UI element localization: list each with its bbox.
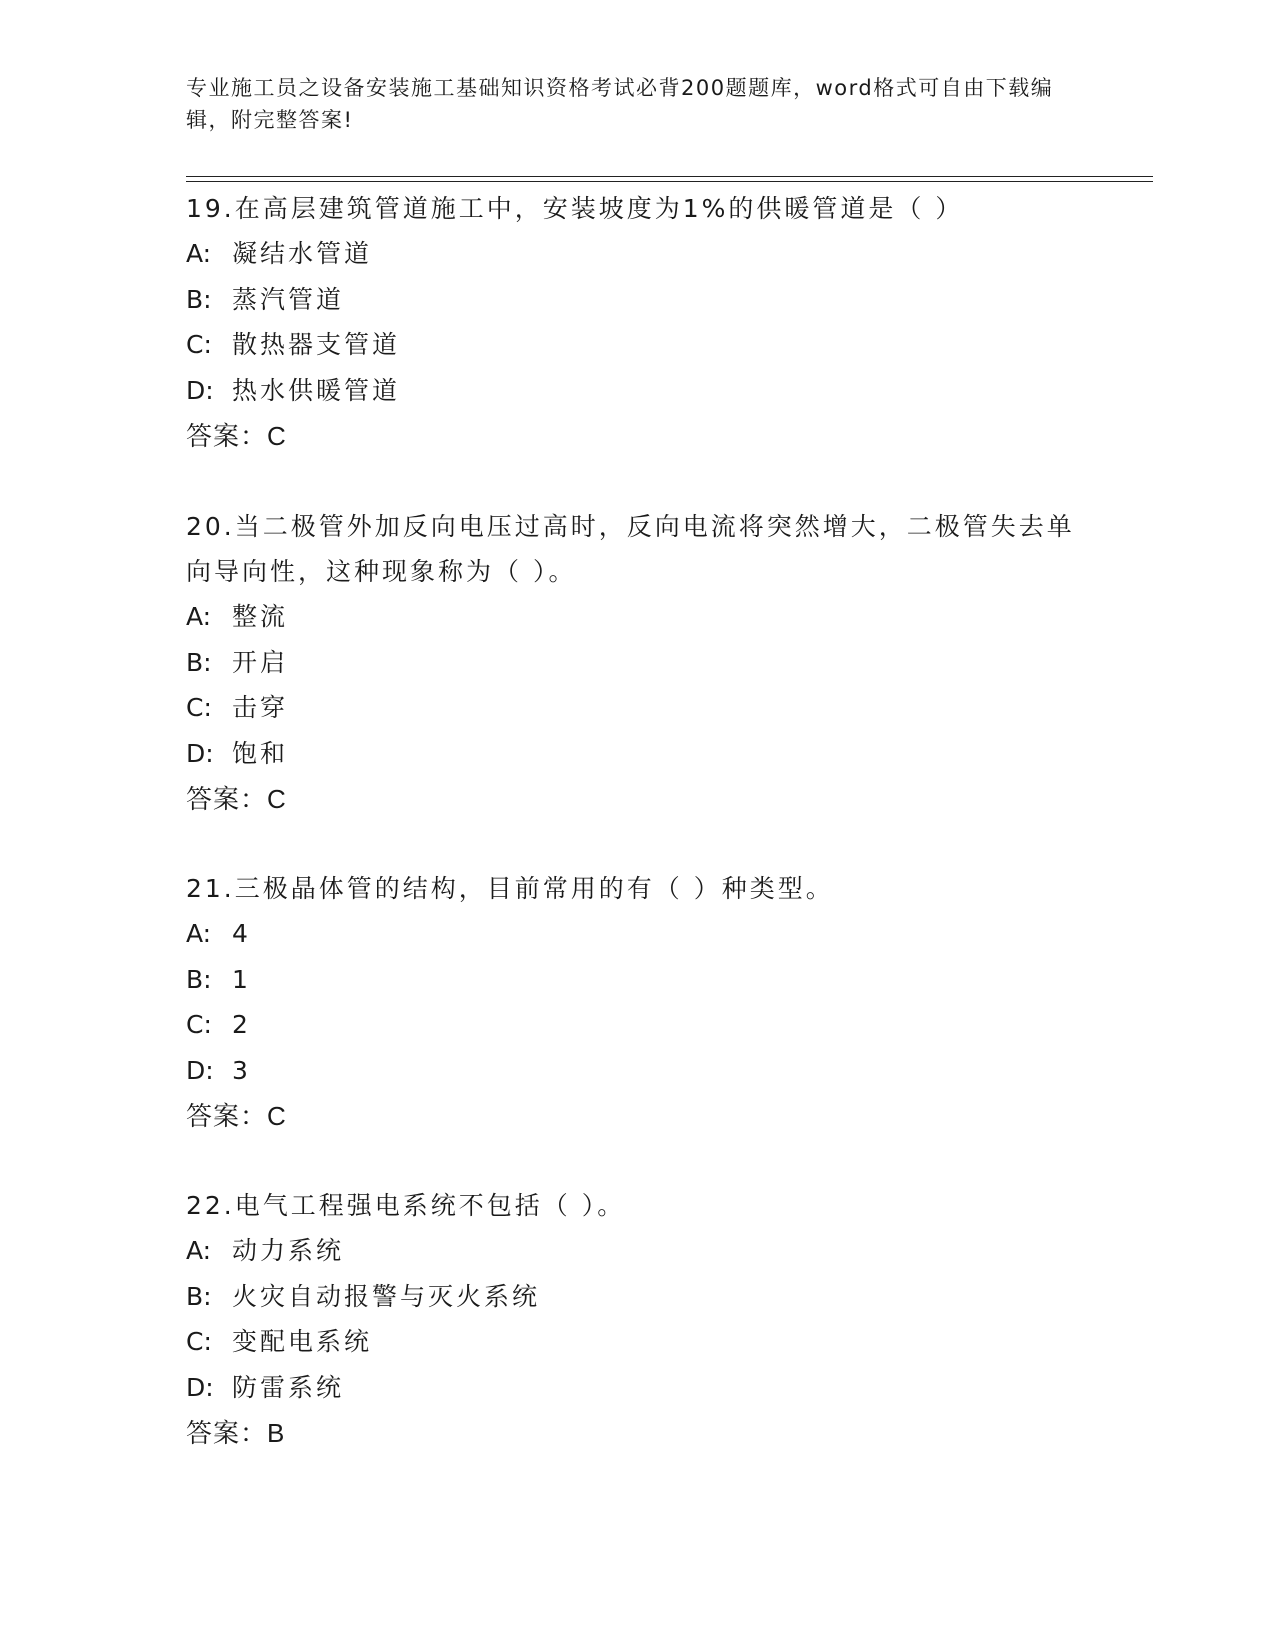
option-letter: C:: [186, 693, 212, 722]
option-letter: A:: [186, 1236, 212, 1265]
question-number: 20.: [186, 512, 235, 541]
option-c: [186, 1319, 1086, 1365]
option-letter: B:: [186, 964, 212, 994]
option-c: [186, 685, 1086, 731]
option-d: [186, 731, 1086, 777]
option-text: 2: [232, 1010, 251, 1039]
option-d: [186, 1048, 1086, 1094]
option-text: 饱和: [232, 738, 289, 768]
option-c: [186, 322, 1086, 368]
option-letter: A:: [186, 239, 212, 268]
option-text: 凝结水管道: [232, 239, 373, 268]
question-stem: 在高层建筑管道施工中，安装坡度为1%的供暖管道是（ ）: [234, 194, 964, 223]
option-b: [186, 277, 1086, 323]
option-letter: D:: [186, 375, 214, 405]
option-letter: C:: [186, 330, 212, 359]
question-20: [186, 504, 1086, 822]
document-header: 专业施工员之设备安装施工基础知识资格考试必背200题题库，word格式可自由下载编辑，附完整答案!: [186, 76, 1054, 132]
question-text: [186, 866, 1086, 911]
option-letter: C:: [186, 1010, 212, 1039]
question-text: [186, 186, 1086, 231]
option-text: 变配电系统: [232, 1327, 373, 1356]
question-21: [186, 866, 1086, 1139]
option-letter: D:: [186, 1372, 214, 1402]
answer-line: 答案：C: [186, 784, 287, 814]
option-letter: A:: [186, 602, 212, 631]
option-letter: D:: [186, 738, 214, 768]
option-text: 蒸汽管道: [232, 284, 345, 314]
header-rule-top: [186, 176, 1153, 177]
option-text: 1: [232, 964, 251, 994]
option-letter: D:: [186, 1055, 214, 1085]
option-letter: B:: [186, 647, 212, 677]
option-text: 动力系统: [232, 1236, 345, 1265]
option-text: 3: [232, 1055, 251, 1085]
option-text: 热水供暖管道: [232, 375, 401, 405]
answer-line: 答案：C: [186, 1101, 287, 1131]
question-number: 22.: [186, 1191, 235, 1220]
option-text: 开启: [232, 647, 289, 677]
option-a: [186, 594, 1086, 640]
option-text: 4: [232, 919, 251, 948]
option-letter: B:: [186, 284, 212, 314]
option-a: [186, 911, 1086, 957]
option-letter: C:: [186, 1327, 212, 1356]
question-number: 19.: [186, 194, 235, 223]
option-text: 击穿: [232, 693, 289, 722]
option-b: [186, 957, 1086, 1003]
option-d: [186, 1365, 1086, 1411]
option-b: [186, 640, 1086, 686]
question-stem: 三极晶体管的结构，目前常用的有（ ）种类型。: [234, 874, 834, 903]
option-a: [186, 1228, 1086, 1274]
question-22: [186, 1183, 1086, 1456]
option-a: [186, 231, 1086, 277]
question-number: 21.: [186, 874, 235, 903]
option-text: 防雷系统: [232, 1372, 345, 1402]
question-text: [186, 1183, 1086, 1228]
question-text: [186, 504, 1086, 594]
option-text: 火灾自动报警与灭火系统: [232, 1281, 541, 1311]
option-text: 整流: [232, 602, 289, 631]
option-letter: B:: [186, 1281, 212, 1311]
question-19: [186, 186, 1086, 459]
option-text: 散热器支管道: [232, 330, 401, 359]
question-stem: 电气工程强电系统不包括（ ）。: [234, 1191, 626, 1220]
answer-line: 答案：B: [186, 1418, 286, 1448]
option-b: [186, 1274, 1086, 1320]
question-stem: 当二极管外加反向电压过高时，反向电流将突然增大，二极管失去单向导向性，这种现象称为（ ）。: [186, 512, 1075, 586]
answer-line: 答案：C: [186, 421, 287, 451]
header-rule-bottom: [186, 181, 1153, 182]
option-d: [186, 368, 1086, 414]
option-c: [186, 1002, 1086, 1048]
option-letter: A:: [186, 919, 212, 948]
